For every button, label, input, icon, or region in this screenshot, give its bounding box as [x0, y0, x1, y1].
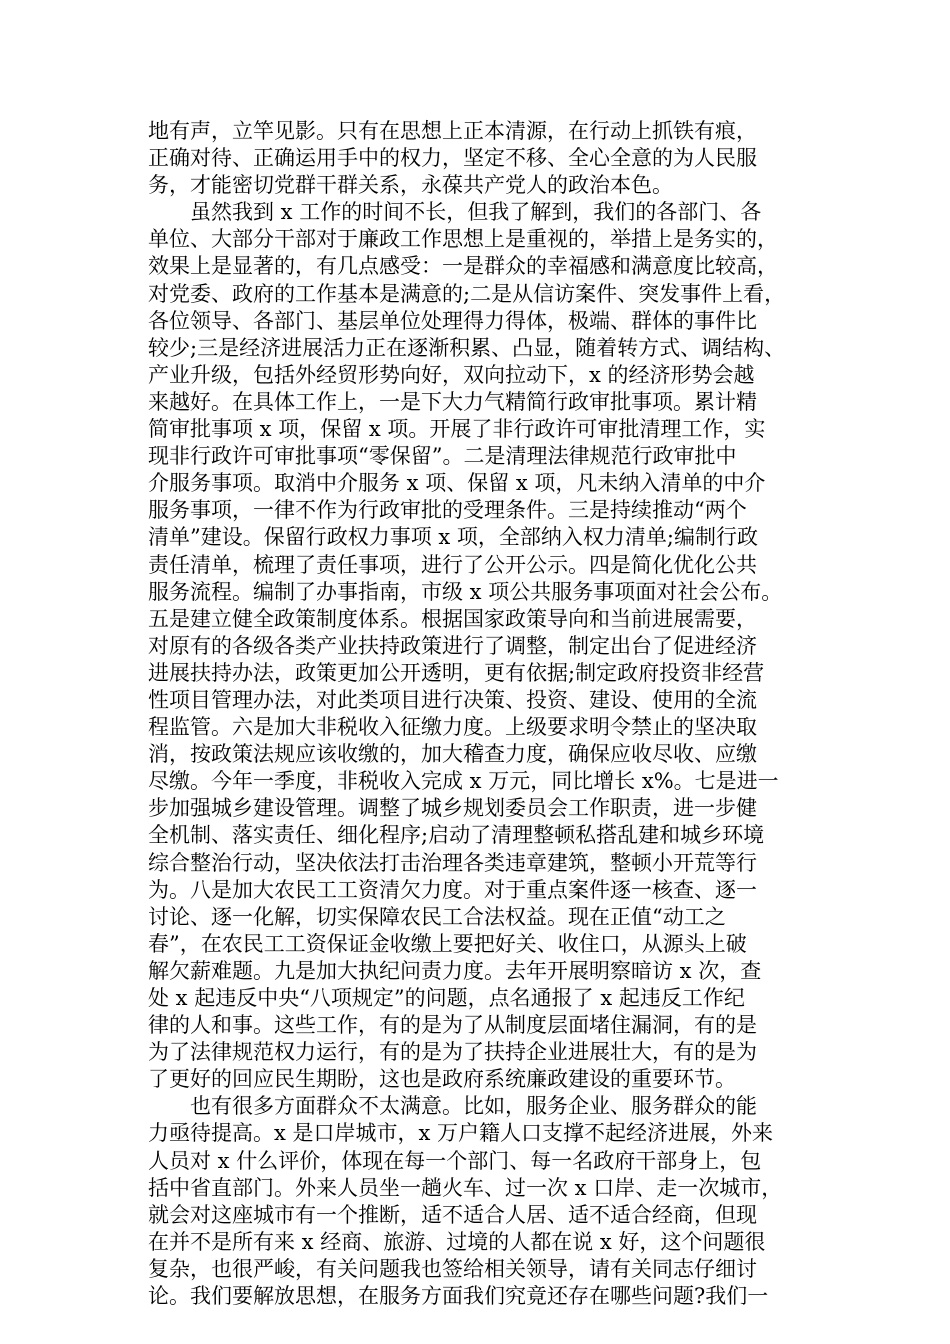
text-line: 现非行政许可审批事项“零保留”。二是清理法律规范行政审批中: [148, 444, 737, 469]
text-line: 括中省直部门。外来人员坐一趟火车、过一次 x 口岸、走一次城市，: [148, 1175, 783, 1200]
text-line: 责任清单，梳理了责任事项，进行了公开公示。四是简化优化公共: [148, 552, 757, 577]
text-line: 性项目管理办法，对此类项目进行决策、投资、建设、使用的全流: [148, 687, 757, 712]
text-line: 讨论、逐一化解，切实保障农民工合法权益。现在正值“动工之: [148, 904, 726, 929]
text-line: 较少;三是经济进展活力正在逐渐积累、凸显，随着转方式、调结构、: [148, 335, 786, 360]
text-line: 各位领导、各部门、基层单位处理得力得体，极端、群体的事件比: [148, 308, 757, 333]
text-line: 复杂，也很严峻，有关问题我也签给相关领导，请有关同志仔细讨: [148, 1256, 757, 1281]
paragraph: [148, 199, 808, 1093]
text-line: 虽然我到 x 工作的时间不长，但我了解到，我们的各部门、各: [190, 200, 762, 225]
text-line: 综合整治行动，坚决依法打击治理各类违章建筑，整顿小开荒等行: [148, 850, 757, 875]
text-line: 地有声，立竿见影。只有在思想上正本清源，在行动上抓铁有痕，: [148, 119, 757, 143]
text-line: 步加强城乡建设管理。调整了城乡规划委员会工作职责，进一步健: [148, 796, 757, 821]
text-line: 来越好。在具体工作上，一是下大力气精简行政审批事项。累计精: [148, 389, 757, 414]
text-line: 服务事项，一律不作为行政审批的受理条件。三是持续推动“两个: [148, 498, 747, 523]
text-line: 论。我们要解放思想，在服务方面我们究竟还存在哪些问题?我们一: [148, 1284, 769, 1309]
text-line: 在并不是所有来 x 经商、旅游、过境的人都在说 x 好，这个问题很: [148, 1229, 766, 1254]
text-line: 为。八是加大农民工工资清欠力度。对于重点案件逐一核查、逐一: [148, 877, 757, 902]
text-line: 五是建立健全政策制度体系。根据国家政策导向和当前进展需要，: [148, 606, 757, 631]
document-body: [148, 118, 808, 1310]
text-line: 进展扶持办法，政策更加公开透明，更有依据;制定政府投资非经营: [148, 660, 765, 685]
text-line: 解欠薪难题。九是加大执纪问责力度。去年开展明察暗访 x 次，查: [148, 958, 762, 983]
text-line: 春”，在农民工工资保证金收缴上要把好关、收住口，从源头上破: [148, 931, 747, 956]
text-line: 程监管。六是加大非税收入征缴力度。上级要求明令禁止的坚决取: [148, 715, 757, 740]
text-line: 服务流程。编制了办事指南，市级 x 项公共服务事项面对社会公布。: [148, 579, 783, 604]
text-line: 对党委、政府的工作基本是满意的;二是从信访案件、突发事件上看，: [148, 281, 786, 306]
text-line: 消，按政策法规应该收缴的，加大稽查力度，确保应收尽收、应缴: [148, 742, 757, 767]
text-line: 尽缴。今年一季度，非税收入完成 x 万元，同比增长 x%。七是进一: [148, 769, 779, 794]
text-line: 对原有的各级各类产业扶持政策进行了调整，制定出台了促进经济: [148, 633, 757, 658]
paragraph: [148, 118, 808, 199]
text-line: 介服务事项。取消中介服务 x 项、保留 x 项，凡未纳入清单的中介: [148, 471, 766, 496]
text-line: 人员对 x 什么评价，体现在每一个部门、每一名政府干部身上，包: [148, 1148, 762, 1173]
text-line: 效果上是显著的，有几点感受：一是群众的幸福感和满意度比较高，: [148, 254, 778, 279]
text-line: 产业升级，包括外经贸形势向好，双向拉动下，x 的经济形势会越: [148, 362, 755, 387]
text-line: 简审批事项 x 项，保留 x 项。开展了非行政许可审批清理工作，实: [148, 417, 766, 442]
text-line: 务，才能密切党群干群关系，永葆共产党人的政治本色。: [148, 173, 673, 198]
text-line: 正确对待、正确运用手中的权力，坚定不移、全心全意的为人民服: [148, 146, 757, 171]
text-line: 力亟待提高。x 是口岸城市，x 万户籍人口支撑不起经济进展，外来: [148, 1121, 774, 1146]
paragraph: [148, 1093, 808, 1310]
text-line: 处 x 起违反中央“八项规定”的问题，点名通报了 x 起违反工作纪: [148, 986, 745, 1010]
text-line: 清单”建设。保留行政权力事项 x 项，全部纳入权力清单;编制行政: [148, 525, 759, 550]
text-line: 单位、大部分干部对于廉政工作思想上是重视的，举措上是务实的，: [148, 227, 778, 252]
text-line: 为了法律规范权力运行，有的是为了扶持企业进展壮大，有的是为: [148, 1040, 757, 1065]
text-line: 也有很多方面群众不太满意。比如，服务企业、服务群众的能: [190, 1094, 757, 1119]
text-line: 律的人和事。这些工作，有的是为了从制度层面堵住漏洞，有的是: [148, 1013, 757, 1038]
text-line: 了更好的回应民生期盼，这也是政府系统廉政建设的重要环节。: [148, 1067, 736, 1092]
text-line: 全机制、落实责任、细化程序;启动了清理整顿私搭乱建和城乡环境: [148, 823, 765, 848]
text-line: 就会对这座城市有一个推断，适不适合人居、适不适合经商，但现: [148, 1202, 757, 1227]
